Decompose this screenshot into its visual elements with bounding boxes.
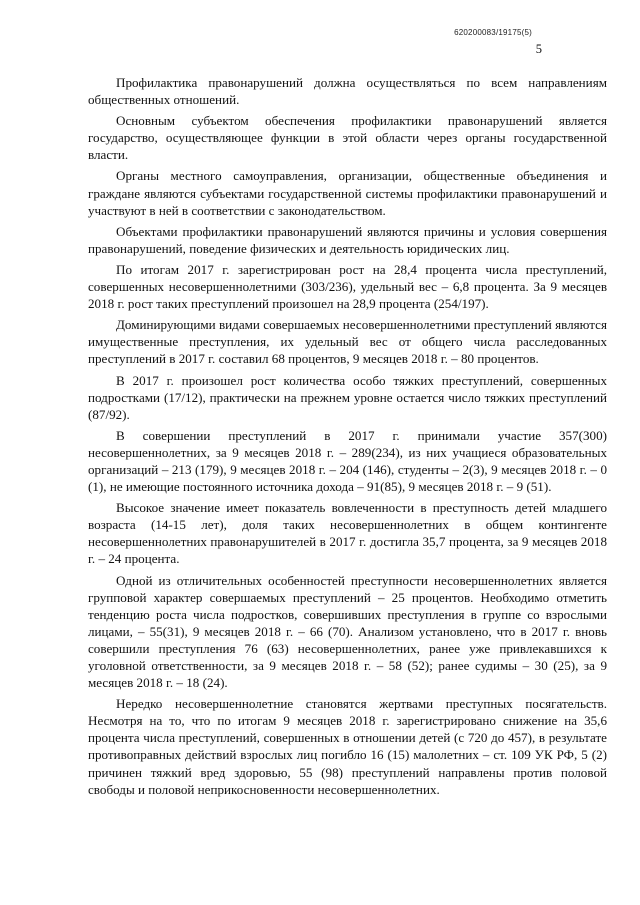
paragraph: Нередко несовершеннолетние становятся жертвами преступных посягательств. Несмотря на то, что по итогам 9 месяцев 2018 г. зарегистрировано снижение на 35,6 процента числа преступлений, совершенных в отношении детей (с 720 до 457), в результате противоправных действий взрослых лиц погибло 16 (15) малолетних – ст. 109 УК РФ, 5 (2) причинен тяжкий вред здоровью, 55 (98) преступлений направлены против половой свободы и половой неприкосновенности несовершеннолетних. <box>88 696 607 797</box>
paragraph: По итогам 2017 г. зарегистрирован рост на 28,4 процента числа преступлений, совершенных несовершеннолетними (303/236), удельный вес – 6,8 процента. За 9 месяцев 2018 г. рост таких преступлений произошел на 28,9 процента (254/197). <box>88 261 607 312</box>
paragraph: Профилактика правонарушений должна осуществляться по всем направлениям общественных отношений. <box>88 75 607 108</box>
paragraph: Одной из отличительных особенностей преступности несовершеннолетних является групповой характер совершаемых преступлений – 25 процентов. Необходимо отметить тенденцию роста числа подростков, совершивших преступления в группе со взрослыми лицами, – 55(31), 9 месяцев 2018 г. – 66 (70). Анализом установлено, что в 2017 г. вновь совершили преступления 76 (63) несовершеннолетних, ранее уже привлекавшихся к уголовной ответственности, за 9 месяцев 2018 г. – 58 (52); ранее судимы – 30 (25), за 9 месяцев 2018 г. – 18 (24). <box>88 572 607 691</box>
paragraph: Органы местного самоуправления, организации, общественные объединения и граждане являются субъектами государственной системы профилактики правонарушений и участвуют в ней в соответствии с законодательством. <box>88 168 607 218</box>
paragraph: Высокое значение имеет показатель вовлеченности в преступность детей младшего возраста (14-15 лет), доля таких несовершеннолетних в общем контингенте несовершеннолетних правонарушителей в 2017 г. достигла 35,7 процента, за 9 месяцев 2018 г. – 24 процента. <box>88 500 607 567</box>
paragraph: Объектами профилактики правонарушений являются причины и условия совершения правонарушений, поведение физических и деятельность юридических лиц. <box>88 223 607 256</box>
paragraph: Доминирующими видами совершаемых несовершеннолетними преступлений являются имущественные преступления, их удельный вес от общего числа расследованных преступлений в 2017 г. составил 68 процентов, 9 месяцев 2018 г. – 80 процентов. <box>88 317 607 367</box>
paragraph: В 2017 г. произошел рост количества особо тяжких преступлений, совершенных подростками (17/12), практически на прежнем уровне остается число тяжких преступлений (87/92). <box>88 372 607 422</box>
page-number: 5 <box>535 42 542 56</box>
document-id: 620200083/19175(5) <box>454 28 532 37</box>
paragraph: В совершении преступлений в 2017 г. принимали участие 357(300) несовершеннолетних, за 9 месяцев 2018 г. – 289(234), из них учащиеся образовательных организаций – 213 (179), 9 месяцев 2018 г. – 204 (146), студенты – 2(3), 9 месяцев 2018 г. – 0 (1), не имеющие постоянного источника дохода – 91(85), 9 месяцев 2018 г. – 9 (51). <box>88 427 607 495</box>
document-body <box>88 74 607 802</box>
paragraph: Основным субъектом обеспечения профилактики правонарушений является государство, осуществляющее функции в этой области через органы государственной власти. <box>88 113 607 163</box>
